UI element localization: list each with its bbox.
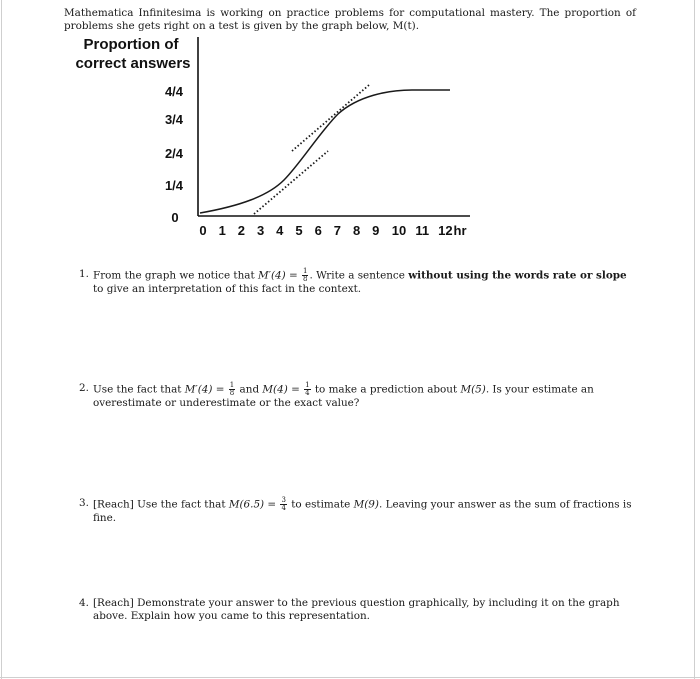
- question-text: . Write a sentence: [309, 269, 409, 282]
- math-expression: M′(4) =: [184, 383, 228, 396]
- intro-paragraph: Mathematica Infinitesima is working on practice problems for computational mastery. The proportion of problems she gets right on a test is given by the graph below, M(t).: [64, 7, 636, 32]
- page-border-bottom: [0, 677, 700, 678]
- x-tick-label: 8: [352, 223, 361, 238]
- reach-tag: [Reach]: [93, 597, 134, 609]
- question-number: 4.: [79, 597, 89, 609]
- question-text: to make a prediction about: [311, 383, 461, 396]
- question-text: From the graph we notice that: [93, 269, 258, 282]
- x-tick-label: 7: [333, 223, 342, 238]
- x-tick-label: 11: [415, 223, 430, 238]
- x-tick-label: 10: [391, 223, 407, 238]
- question-number: 2.: [79, 382, 89, 394]
- y-axis-label-line1: Proportion of: [83, 36, 179, 53]
- reach-tag: [Reach]: [93, 498, 134, 511]
- graph: [0, 0, 700, 260]
- tangent-line-at-t4: [254, 151, 328, 214]
- question-text: to estimate: [287, 498, 354, 511]
- emphasis-text: without using the words rate or slope: [408, 269, 627, 282]
- y-tick-label: 4/4: [164, 84, 184, 99]
- math-expression: M(5): [460, 383, 486, 396]
- graph-svg: [0, 0, 700, 260]
- x-tick-label: 4: [276, 223, 284, 238]
- fraction: $\frac{1}{4}$: [305, 381, 310, 397]
- x-tick-label: 5: [295, 223, 303, 238]
- question-text: Demonstrate your answer to the previous question graphically, by including it on the graph above. Explain how you came to this representation.: [93, 597, 620, 622]
- tangent-line-at-t6-5: [292, 85, 369, 151]
- question-1: [79, 268, 639, 296]
- question-3: [79, 497, 639, 525]
- y-tick-label: 1/4: [164, 178, 184, 193]
- fraction: $\frac{1}{8}$: [303, 267, 308, 283]
- question-text: to give an interpretation of this fact in the context.: [93, 283, 362, 295]
- question-number: 3.: [79, 497, 89, 509]
- x-tick-label: 3: [256, 223, 265, 238]
- question-text: . Is your estimate an overestimate or underestimate or the exact value?: [93, 383, 594, 409]
- x-tick-label: 2: [237, 223, 246, 238]
- x-tick-label: 12: [438, 223, 453, 238]
- question-4: [79, 597, 639, 623]
- math-expression: M′(4) =: [257, 269, 302, 282]
- y-tick-label: 2/4: [164, 146, 184, 161]
- math-expression: M(4) =: [262, 383, 304, 396]
- fraction: $\frac{1}{8}$: [229, 381, 235, 397]
- math-expression: M(9): [353, 498, 379, 511]
- y-tick-label: 0: [171, 210, 179, 225]
- y-tick-label: 3/4: [164, 112, 184, 127]
- x-axis-unit: hr: [453, 223, 467, 238]
- x-tick-label: 9: [372, 223, 380, 238]
- y-axis-label-line2: correct answers: [75, 55, 191, 72]
- math-expression: M(6.5) =: [228, 498, 280, 511]
- x-tick-label: 0: [199, 223, 207, 238]
- x-tick-labels: [199, 223, 452, 238]
- fraction: $\frac{3}{4}$: [281, 496, 286, 512]
- question-number: 1.: [79, 268, 89, 280]
- question-text: Use the fact that: [133, 498, 229, 511]
- question-text: . Leaving your answer as the sum of fractions is fine.: [93, 498, 632, 524]
- x-tick-label: 6: [314, 223, 322, 238]
- question-text: and: [236, 383, 263, 396]
- question-text: Use the fact that: [93, 383, 185, 396]
- x-tick-label: 1: [218, 223, 226, 238]
- question-2: [79, 382, 639, 410]
- proportion-curve: [200, 90, 450, 213]
